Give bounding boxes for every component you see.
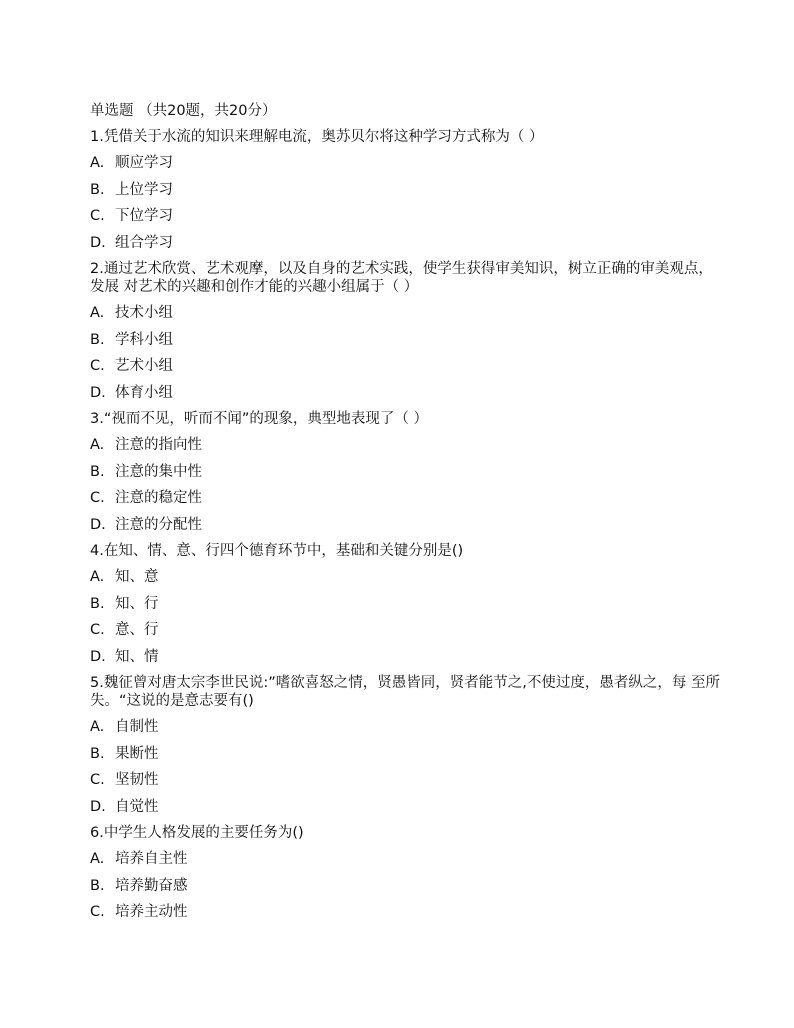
- question-stem: 5.魏征曾对唐太宗李世民说:”嗜欲喜怒之情，贤愚皆同，贤者能节之,不使过度，愚者纵之，每 至所失。“这说的是意志要有(): [90, 675, 720, 709]
- option-letter: C.: [90, 208, 105, 224]
- option-text: 注意的稳定性: [115, 490, 202, 506]
- option-d: [90, 794, 720, 821]
- option-letter: A.: [90, 155, 105, 171]
- option-c: [90, 203, 720, 230]
- option-text: 注意的集中性: [115, 463, 202, 480]
- option-text: 培养主动性: [115, 904, 188, 920]
- option-letter: B.: [90, 181, 105, 198]
- option-letter: B.: [90, 595, 105, 612]
- option-text: 艺术小组: [115, 358, 173, 374]
- option-letter: B.: [90, 745, 105, 762]
- option-text: 培养自主性: [115, 851, 188, 867]
- option-letter: A.: [90, 719, 105, 735]
- option-b: [90, 177, 720, 204]
- question-2: [90, 256, 720, 406]
- option-letter: C.: [90, 904, 105, 920]
- question-stem: 2.通过艺术欣赏、艺术观摩，以及自身的艺术实践，使学生获得审美知识，树立正确的审美观点，发展 对艺术的兴趣和创作才能的兴趣小组属于（ ）: [90, 261, 713, 295]
- option-text: 知、意: [115, 569, 159, 585]
- question-stem: 4.在知、情、意、行四个德育环节中，基础和关键分别是(): [90, 543, 464, 559]
- option-d: [90, 512, 720, 539]
- document-page: [90, 98, 720, 926]
- option-text: 知、情: [115, 648, 159, 665]
- option-text: 果断性: [115, 745, 159, 762]
- option-b: [90, 459, 720, 486]
- option-a: [90, 846, 720, 873]
- option-letter: D.: [90, 516, 106, 533]
- option-letter: D.: [90, 234, 106, 251]
- option-text: 注意的指向性: [115, 437, 202, 453]
- option-text: 培养勤奋感: [115, 877, 188, 894]
- option-letter: D.: [90, 648, 106, 665]
- option-a: [90, 300, 720, 327]
- option-c: [90, 353, 720, 380]
- option-c: [90, 617, 720, 644]
- option-text: 坚韧性: [115, 772, 159, 788]
- option-text: 组合学习: [115, 234, 173, 251]
- option-text: 下位学习: [115, 208, 173, 224]
- option-letter: D.: [90, 384, 106, 401]
- option-text: 知、行: [115, 595, 159, 612]
- option-text: 注意的分配性: [115, 516, 202, 533]
- option-d: [90, 230, 720, 257]
- option-b: [90, 741, 720, 768]
- option-c: [90, 485, 720, 512]
- option-b: [90, 327, 720, 354]
- question-stem: 6.中学生人格发展的主要任务为(): [90, 825, 304, 841]
- option-letter: A.: [90, 437, 105, 453]
- option-letter: B.: [90, 331, 105, 348]
- option-b: [90, 591, 720, 618]
- option-letter: B.: [90, 463, 105, 480]
- option-a: [90, 150, 720, 177]
- option-letter: B.: [90, 877, 105, 894]
- option-text: 学科小组: [115, 331, 173, 348]
- option-a: [90, 714, 720, 741]
- option-letter: C.: [90, 358, 105, 374]
- option-text: 意、行: [115, 622, 159, 638]
- option-letter: C.: [90, 772, 105, 788]
- option-c: [90, 899, 720, 926]
- option-letter: A.: [90, 851, 105, 867]
- question-3: [90, 406, 720, 538]
- question-4: [90, 538, 720, 670]
- option-letter: A.: [90, 305, 105, 321]
- option-text: 顺应学习: [115, 155, 173, 171]
- question-stem: 1.凭借关于水流的知识来理解电流，奥苏贝尔将这种学习方式称为（ ）: [90, 129, 544, 145]
- option-d: [90, 380, 720, 407]
- option-letter: C.: [90, 490, 105, 506]
- option-letter: C.: [90, 622, 105, 638]
- option-letter: D.: [90, 798, 106, 815]
- option-text: 体育小组: [115, 384, 173, 401]
- option-text: 自觉性: [115, 798, 159, 815]
- option-letter: A.: [90, 569, 105, 585]
- question-stem: 3.“视而不见，听而不闻”的现象，典型地表现了（ ）: [90, 411, 428, 427]
- option-d: [90, 644, 720, 671]
- question-6: [90, 820, 720, 926]
- question-1: [90, 124, 720, 256]
- option-text: 上位学习: [115, 181, 173, 198]
- option-a: [90, 564, 720, 591]
- question-5: [90, 670, 720, 820]
- option-a: [90, 432, 720, 459]
- section-title: 单选题 （共20题，共20分）: [90, 103, 277, 119]
- option-b: [90, 873, 720, 900]
- option-text: 技术小组: [115, 305, 173, 321]
- option-text: 自制性: [115, 719, 159, 735]
- option-c: [90, 767, 720, 794]
